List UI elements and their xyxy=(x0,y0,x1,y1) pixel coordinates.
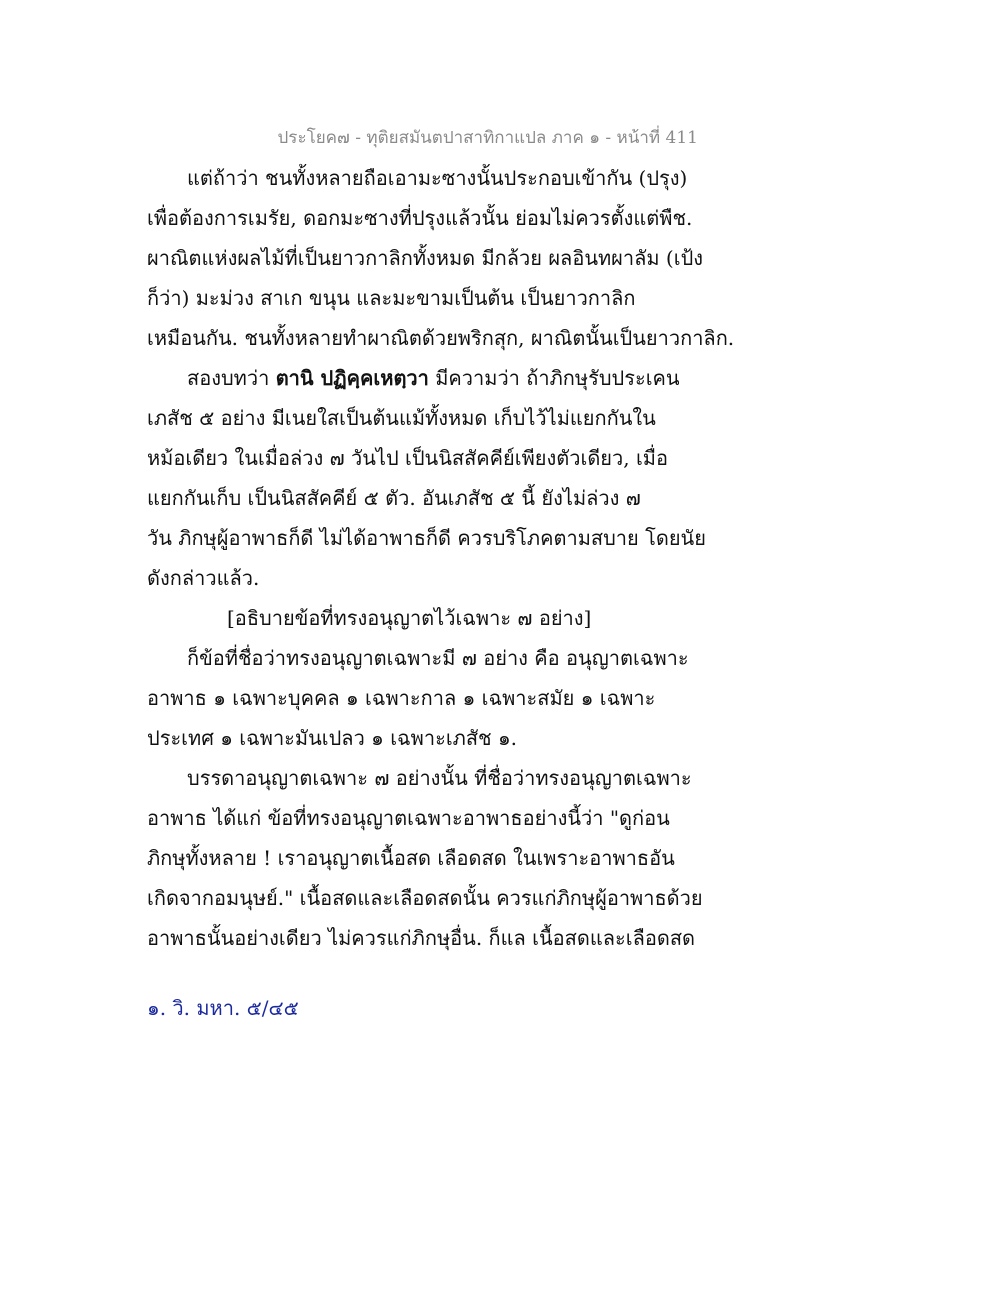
footnote: ๑. วิ. มหา. ๕/๔๕ xyxy=(147,996,299,1020)
text-line: อาพาธนั้นอย่างเดียว ไม่ควรแก่ภิกษุอื่น. ก็แล เนื้อสดและเลือดสด xyxy=(147,926,696,950)
text-line xyxy=(147,358,707,398)
text-line: วัน ภิกษุผู้อาพาธก็ดี ไม่ได้อาพาธก็ดี ควรบริโภคตามสบาย โดยนัย xyxy=(147,526,706,550)
text-line: เกิดจากอมนุษย์." เนื้อสดและเลือดสดนั้น ควรแก่ภิกษุผู้อาพาธด้วย xyxy=(147,886,703,910)
text-line: อาพาธ ๑ เฉพาะบุคคล ๑ เฉพาะกาล ๑ เฉพาะสมัย ๑ เฉพาะ xyxy=(147,686,656,710)
text-line: เหมือนกัน. ชนทั้งหลายทำผาณิตด้วยพริกสุก, ผาณิตนั้นเป็นยาวกาลิก. xyxy=(147,326,735,350)
text-line: เพื่อต้องการเมรัย, ดอกมะซางที่ปรุงแล้วนั้น ย่อมไม่ควรตั้งแต่พืช. xyxy=(147,206,693,230)
text-line: แยกกันเก็บ เป็นนิสสัคคีย์ ๕ ตัว. อันเภสัช ๕ นี้ ยังไม่ล่วง ๗ xyxy=(147,486,641,510)
line-text: มีความว่า ถ้าภิกษุรับประเคน xyxy=(428,366,680,390)
body-text xyxy=(147,158,735,958)
text-line: อาพาธ ได้แก่ ข้อที่ทรงอนุญาตเฉพาะอาพาธอย่างนี้ว่า "ดูก่อน xyxy=(147,806,670,830)
text-line: เภสัช ๕ อย่าง มีเนยใสเป็นต้นแม้ทั้งหมด เก็บไว้ไม่แยกกันใน xyxy=(147,406,656,430)
text-line: ภิกษุทั้งหลาย ! เราอนุญาตเนื้อสด เลือดสด ในเพราะอาพาธอัน xyxy=(147,846,675,870)
text-line: ผาณิตแห่งผลไม้ที่เป็นยาวกาลิกทั้งหมด มีกล้วย ผลอินทผาลัม (เป้ง xyxy=(147,246,704,270)
text-line: ก็ข้อที่ชื่อว่าทรงอนุญาตเฉพาะมี ๗ อย่าง คือ อนุญาตเฉพาะ xyxy=(187,646,689,670)
text-line: ประเทศ ๑ เฉพาะมันเปลว ๑ เฉพาะเภสัช ๑. xyxy=(147,726,518,750)
text-line: หม้อเดียว ในเมื่อล่วง ๗ วันไป เป็นนิสสัคคีย์เพียงตัวเดียว, เมื่อ xyxy=(147,446,669,470)
section-heading: [อธิบายข้อที่ทรงอนุญาตไว้เฉพาะ ๗ อย่าง] xyxy=(227,606,592,630)
line-text: สองบทว่า xyxy=(187,366,276,390)
text-line: แต่ถ้าว่า ชนทั้งหลายถือเอามะซางนั้นประกอบเข้ากัน (ปรุง) xyxy=(187,166,688,190)
pali-term: ตานิ ปฏิคฺคเหตฺวา xyxy=(275,366,429,390)
text-line: บรรดาอนุญาตเฉพาะ ๗ อย่างนั้น ที่ชื่อว่าทรงอนุญาตเฉพาะ xyxy=(187,766,692,790)
page-header: ประโยค๗ - ทุติยสมันตปาสาทิกาแปล ภาค ๑ - หน้าที่ 411 xyxy=(277,128,698,148)
text-line: ดังกล่าวแล้ว. xyxy=(147,566,260,590)
text-line: ก็ว่า) มะม่วง สาเก ขนุน และมะขามเป็นต้น เป็นยาวกาลิก xyxy=(147,286,636,310)
